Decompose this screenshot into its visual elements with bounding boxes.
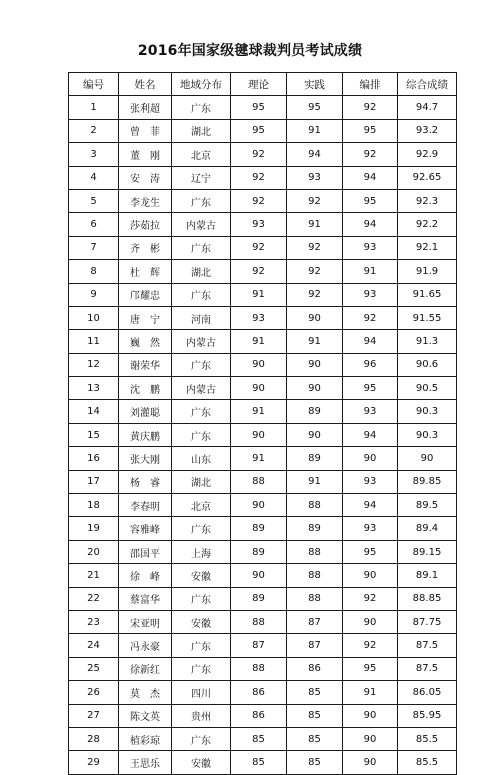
- cell-total-score: 89.5: [398, 494, 457, 517]
- cell-name: 李春明: [119, 494, 172, 517]
- score-table: [68, 72, 457, 775]
- cell-theory: 88: [231, 470, 287, 493]
- cell-theory: 92: [231, 143, 287, 166]
- cell-theory: 91: [231, 330, 287, 353]
- cell-id: 2: [69, 119, 119, 142]
- column-header-name: 姓名: [119, 73, 172, 96]
- cell-region: 广东: [172, 236, 231, 259]
- cell-arrangement: 95: [343, 377, 398, 400]
- cell-practice: 91: [287, 330, 343, 353]
- cell-total-score: 91.65: [398, 283, 457, 306]
- cell-region: 河南: [172, 306, 231, 329]
- cell-arrangement: 92: [343, 587, 398, 610]
- column-header-arrangement: 编排: [343, 73, 398, 96]
- cell-practice: 90: [287, 377, 343, 400]
- cell-practice: 92: [287, 236, 343, 259]
- cell-name: 李龙生: [119, 189, 172, 212]
- cell-practice: 90: [287, 306, 343, 329]
- table-row: [69, 96, 457, 119]
- cell-theory: 88: [231, 657, 287, 680]
- cell-arrangement: 92: [343, 143, 398, 166]
- cell-region: 上海: [172, 540, 231, 563]
- cell-region: 广东: [172, 517, 231, 540]
- cell-id: 7: [69, 236, 119, 259]
- cell-practice: 89: [287, 517, 343, 540]
- table-row: [69, 189, 457, 212]
- cell-region: 广东: [172, 353, 231, 376]
- table-row: [69, 283, 457, 306]
- cell-arrangement: 94: [343, 423, 398, 446]
- cell-id: 17: [69, 470, 119, 493]
- table-row: [69, 587, 457, 610]
- table-row: [69, 751, 457, 774]
- cell-arrangement: 95: [343, 657, 398, 680]
- cell-total-score: 90: [398, 447, 457, 470]
- table-row: [69, 236, 457, 259]
- cell-total-score: 89.85: [398, 470, 457, 493]
- cell-total-score: 91.9: [398, 260, 457, 283]
- cell-total-score: 92.2: [398, 213, 457, 236]
- column-header-region: 地域分布: [172, 73, 231, 96]
- cell-id: 3: [69, 143, 119, 166]
- cell-region: 北京: [172, 494, 231, 517]
- cell-theory: 88: [231, 610, 287, 633]
- cell-region: 四川: [172, 681, 231, 704]
- cell-total-score: 87.5: [398, 634, 457, 657]
- cell-total-score: 90.3: [398, 423, 457, 446]
- table-row: [69, 260, 457, 283]
- cell-id: 5: [69, 189, 119, 212]
- cell-name: 宋亚明: [119, 610, 172, 633]
- cell-name: 齐 彬: [119, 236, 172, 259]
- cell-region: 北京: [172, 143, 231, 166]
- cell-name: 植彩琼: [119, 727, 172, 750]
- score-table-body: [69, 96, 457, 774]
- cell-theory: 90: [231, 353, 287, 376]
- table-header-row: [69, 73, 457, 96]
- cell-practice: 87: [287, 634, 343, 657]
- cell-name: 巍 然: [119, 330, 172, 353]
- cell-region: 广东: [172, 727, 231, 750]
- table-row: [69, 634, 457, 657]
- cell-name: 陈文英: [119, 704, 172, 727]
- cell-arrangement: 93: [343, 236, 398, 259]
- cell-arrangement: 93: [343, 517, 398, 540]
- cell-region: 内蒙古: [172, 330, 231, 353]
- table-row: [69, 517, 457, 540]
- cell-region: 贵州: [172, 704, 231, 727]
- cell-theory: 90: [231, 377, 287, 400]
- cell-practice: 88: [287, 587, 343, 610]
- cell-arrangement: 93: [343, 400, 398, 423]
- cell-region: 湖北: [172, 260, 231, 283]
- cell-arrangement: 91: [343, 260, 398, 283]
- cell-arrangement: 92: [343, 634, 398, 657]
- cell-total-score: 90.6: [398, 353, 457, 376]
- cell-region: 内蒙古: [172, 377, 231, 400]
- cell-name: 唐 宁: [119, 306, 172, 329]
- cell-name: 徐新红: [119, 657, 172, 680]
- table-row: [69, 564, 457, 587]
- cell-practice: 95: [287, 96, 343, 119]
- cell-name: 王思乐: [119, 751, 172, 774]
- cell-practice: 85: [287, 751, 343, 774]
- cell-theory: 92: [231, 189, 287, 212]
- cell-total-score: 87.5: [398, 657, 457, 680]
- cell-name: 张利超: [119, 96, 172, 119]
- cell-total-score: 91.3: [398, 330, 457, 353]
- cell-theory: 85: [231, 727, 287, 750]
- cell-region: 广东: [172, 400, 231, 423]
- cell-name: 莎茹拉: [119, 213, 172, 236]
- cell-name: 杨 睿: [119, 470, 172, 493]
- cell-id: 19: [69, 517, 119, 540]
- cell-arrangement: 95: [343, 540, 398, 563]
- cell-name: 邵国平: [119, 540, 172, 563]
- cell-arrangement: 95: [343, 119, 398, 142]
- cell-id: 13: [69, 377, 119, 400]
- cell-practice: 94: [287, 143, 343, 166]
- cell-theory: 92: [231, 260, 287, 283]
- cell-arrangement: 90: [343, 564, 398, 587]
- cell-region: 内蒙古: [172, 213, 231, 236]
- column-header-theory: 理论: [231, 73, 287, 96]
- cell-practice: 89: [287, 447, 343, 470]
- cell-practice: 92: [287, 260, 343, 283]
- cell-theory: 90: [231, 423, 287, 446]
- cell-total-score: 92.1: [398, 236, 457, 259]
- cell-arrangement: 90: [343, 610, 398, 633]
- cell-id: 6: [69, 213, 119, 236]
- cell-name: 曾 菲: [119, 119, 172, 142]
- table-row: [69, 470, 457, 493]
- cell-theory: 92: [231, 236, 287, 259]
- table-row: [69, 166, 457, 189]
- cell-total-score: 89.15: [398, 540, 457, 563]
- cell-theory: 85: [231, 751, 287, 774]
- cell-theory: 91: [231, 283, 287, 306]
- cell-id: 26: [69, 681, 119, 704]
- table-row: [69, 681, 457, 704]
- document-title: 2016年国家级毽球裁判员考试成绩: [137, 43, 363, 59]
- cell-name: 黄庆鹏: [119, 423, 172, 446]
- cell-arrangement: 96: [343, 353, 398, 376]
- cell-arrangement: 90: [343, 727, 398, 750]
- cell-theory: 89: [231, 587, 287, 610]
- cell-region: 安徽: [172, 610, 231, 633]
- cell-total-score: 85.5: [398, 727, 457, 750]
- cell-region: 辽宁: [172, 166, 231, 189]
- table-row: [69, 610, 457, 633]
- cell-total-score: 90.5: [398, 377, 457, 400]
- cell-theory: 86: [231, 704, 287, 727]
- cell-practice: 88: [287, 494, 343, 517]
- cell-theory: 93: [231, 306, 287, 329]
- cell-practice: 87: [287, 610, 343, 633]
- cell-arrangement: 94: [343, 213, 398, 236]
- cell-id: 21: [69, 564, 119, 587]
- cell-region: 山东: [172, 447, 231, 470]
- cell-id: 1: [69, 96, 119, 119]
- cell-name: 邝耀忠: [119, 283, 172, 306]
- cell-total-score: 89.4: [398, 517, 457, 540]
- cell-total-score: 92.65: [398, 166, 457, 189]
- cell-practice: 91: [287, 213, 343, 236]
- cell-total-score: 85.95: [398, 704, 457, 727]
- cell-region: 安徽: [172, 751, 231, 774]
- cell-total-score: 91.55: [398, 306, 457, 329]
- cell-id: 23: [69, 610, 119, 633]
- table-row: [69, 540, 457, 563]
- cell-id: 24: [69, 634, 119, 657]
- cell-theory: 89: [231, 517, 287, 540]
- cell-id: 15: [69, 423, 119, 446]
- table-row: [69, 727, 457, 750]
- cell-theory: 95: [231, 119, 287, 142]
- cell-id: 12: [69, 353, 119, 376]
- cell-total-score: 94.7: [398, 96, 457, 119]
- cell-total-score: 93.2: [398, 119, 457, 142]
- table-row: [69, 400, 457, 423]
- cell-name: 刘灌聪: [119, 400, 172, 423]
- cell-arrangement: 95: [343, 189, 398, 212]
- cell-practice: 86: [287, 657, 343, 680]
- cell-arrangement: 94: [343, 166, 398, 189]
- cell-arrangement: 93: [343, 283, 398, 306]
- table-row: [69, 119, 457, 142]
- cell-name: 沈 鹏: [119, 377, 172, 400]
- cell-practice: 91: [287, 470, 343, 493]
- cell-id: 4: [69, 166, 119, 189]
- cell-id: 27: [69, 704, 119, 727]
- table-row: [69, 377, 457, 400]
- cell-theory: 95: [231, 96, 287, 119]
- cell-name: 冯永豪: [119, 634, 172, 657]
- cell-theory: 90: [231, 494, 287, 517]
- cell-name: 杜 辉: [119, 260, 172, 283]
- cell-id: 22: [69, 587, 119, 610]
- cell-arrangement: 90: [343, 447, 398, 470]
- cell-id: 28: [69, 727, 119, 750]
- cell-total-score: 88.85: [398, 587, 457, 610]
- cell-id: 25: [69, 657, 119, 680]
- cell-arrangement: 92: [343, 306, 398, 329]
- cell-region: 湖北: [172, 470, 231, 493]
- cell-total-score: 87.75: [398, 610, 457, 633]
- cell-theory: 93: [231, 213, 287, 236]
- cell-region: 广东: [172, 423, 231, 446]
- cell-id: 9: [69, 283, 119, 306]
- cell-name: 董 刚: [119, 143, 172, 166]
- cell-id: 18: [69, 494, 119, 517]
- cell-total-score: 92.9: [398, 143, 457, 166]
- cell-arrangement: 90: [343, 751, 398, 774]
- table-row: [69, 447, 457, 470]
- cell-id: 16: [69, 447, 119, 470]
- cell-name: 莫 杰: [119, 681, 172, 704]
- cell-region: 广东: [172, 283, 231, 306]
- table-row: [69, 213, 457, 236]
- cell-id: 11: [69, 330, 119, 353]
- cell-total-score: 92.3: [398, 189, 457, 212]
- cell-theory: 89: [231, 540, 287, 563]
- cell-id: 14: [69, 400, 119, 423]
- cell-practice: 88: [287, 540, 343, 563]
- table-row: [69, 143, 457, 166]
- cell-name: 安 涛: [119, 166, 172, 189]
- cell-practice: 90: [287, 353, 343, 376]
- cell-arrangement: 90: [343, 704, 398, 727]
- table-row: [69, 353, 457, 376]
- cell-practice: 88: [287, 564, 343, 587]
- cell-practice: 90: [287, 423, 343, 446]
- cell-theory: 86: [231, 681, 287, 704]
- cell-arrangement: 94: [343, 330, 398, 353]
- cell-name: 张大刚: [119, 447, 172, 470]
- cell-arrangement: 94: [343, 494, 398, 517]
- cell-practice: 85: [287, 727, 343, 750]
- column-header-id: 编号: [69, 73, 119, 96]
- cell-id: 10: [69, 306, 119, 329]
- cell-theory: 92: [231, 166, 287, 189]
- cell-id: 20: [69, 540, 119, 563]
- table-row: [69, 657, 457, 680]
- cell-region: 广东: [172, 587, 231, 610]
- cell-theory: 87: [231, 634, 287, 657]
- cell-name: 容雅峰: [119, 517, 172, 540]
- column-header-total-score: 综合成绩: [398, 73, 457, 96]
- cell-practice: 93: [287, 166, 343, 189]
- cell-region: 湖北: [172, 119, 231, 142]
- cell-region: 安徽: [172, 564, 231, 587]
- cell-arrangement: 91: [343, 681, 398, 704]
- cell-theory: 91: [231, 447, 287, 470]
- cell-practice: 85: [287, 704, 343, 727]
- cell-practice: 92: [287, 283, 343, 306]
- cell-name: 徐 峰: [119, 564, 172, 587]
- cell-name: 蔡富华: [119, 587, 172, 610]
- cell-id: 29: [69, 751, 119, 774]
- cell-name: 谢荣华: [119, 353, 172, 376]
- cell-practice: 85: [287, 681, 343, 704]
- cell-total-score: 90.3: [398, 400, 457, 423]
- cell-region: 广东: [172, 189, 231, 212]
- cell-practice: 89: [287, 400, 343, 423]
- cell-practice: 92: [287, 189, 343, 212]
- cell-total-score: 89.1: [398, 564, 457, 587]
- table-row: [69, 330, 457, 353]
- cell-arrangement: 93: [343, 470, 398, 493]
- cell-total-score: 85.5: [398, 751, 457, 774]
- table-row: [69, 306, 457, 329]
- table-row: [69, 423, 457, 446]
- cell-region: 广东: [172, 634, 231, 657]
- cell-theory: 91: [231, 400, 287, 423]
- cell-theory: 90: [231, 564, 287, 587]
- cell-arrangement: 92: [343, 96, 398, 119]
- table-row: [69, 494, 457, 517]
- cell-region: 广东: [172, 657, 231, 680]
- cell-region: 广东: [172, 96, 231, 119]
- cell-total-score: 86.05: [398, 681, 457, 704]
- cell-id: 8: [69, 260, 119, 283]
- column-header-practice: 实践: [287, 73, 343, 96]
- cell-practice: 91: [287, 119, 343, 142]
